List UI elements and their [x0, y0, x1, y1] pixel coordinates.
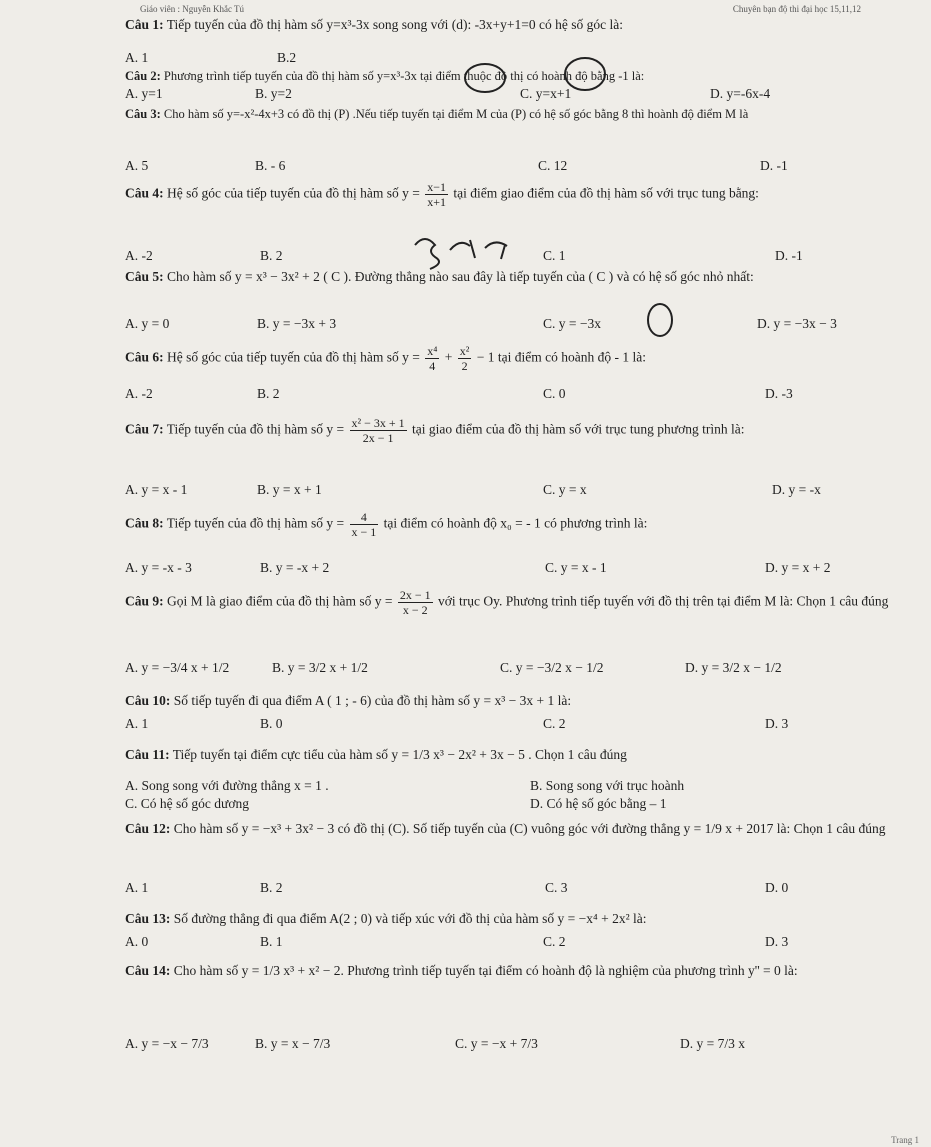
denominator: x − 1 [351, 525, 377, 539]
denominator: x+1 [427, 195, 446, 209]
scribble-mark [415, 239, 507, 269]
option-c: C. y = −x + 7/3 [455, 1036, 538, 1051]
circle-mark [565, 58, 605, 90]
option-d: D. 3 [765, 934, 789, 949]
option-c: C. y = −3x [543, 316, 601, 331]
option-a: A. 1 [125, 716, 149, 731]
question-text: Số đường thẳng đi qua điểm A(2 ; 0) và tiếp xúc với đồ thị của hàm số y = −x⁴ + 2x² là: [173, 911, 647, 926]
question-text: Tiếp tuyến tại điểm cực tiểu của hàm số y = 1/3 x³ − 2x² + 3x − 5 . Chọn 1 câu đúng [172, 747, 627, 762]
option-a: A. 5 [125, 158, 149, 173]
option-d: D. y = −3x − 3 [757, 316, 837, 331]
option-b: B. 1 [260, 934, 283, 949]
option-a: A. y = −x − 7/3 [125, 1036, 209, 1051]
question-text-before: Gọi M là giao điểm của đồ thị hàm số y = [167, 593, 393, 609]
option-b: B. Song song với trục hoành [530, 778, 685, 793]
option-b: B. y = 3/2 x + 1/2 [272, 660, 368, 675]
numerator: x² − 3x + 1 [351, 416, 405, 430]
option-a: A. y = x - 1 [125, 482, 188, 497]
numerator: x² [459, 344, 470, 358]
question-number: Câu 2: [125, 69, 161, 83]
option-a: A. y = 0 [125, 316, 170, 331]
option-b: B. y = -x + 2 [260, 560, 330, 575]
question-text: Số tiếp tuyến đi qua điểm A ( 1 ; - 6) của đồ thị hàm số y = x³ − 3x + 1 là: [173, 693, 572, 708]
option-a: A. y=1 [125, 86, 163, 101]
option-a: A. -2 [125, 248, 153, 263]
question-text-before: Hệ số góc của tiếp tuyến của đồ thị hàm số y = [167, 349, 420, 365]
option-c: C. 0 [543, 386, 566, 401]
option-a: A. y = -x - 3 [125, 560, 192, 575]
question-text-after: tại điểm có hoành độ x₀ = - 1 có phương trình là: [383, 515, 648, 531]
question-number: Câu 5: [125, 269, 164, 284]
topic-header: Chuyên bạn độ thi đại học 15,11,12 [732, 4, 861, 14]
question-number: Câu 14: [125, 963, 171, 978]
option-b: B. y = −3x + 3 [257, 316, 337, 331]
option-d: D. y = 3/2 x − 1/2 [685, 660, 782, 675]
question-number: Câu 13: [125, 911, 171, 926]
option-b: B. 2 [260, 880, 283, 895]
denominator: 2x − 1 [362, 431, 394, 445]
denominator: 2 [461, 359, 468, 373]
option-c: C. 3 [545, 880, 568, 895]
option-d: D. y=-6x-4 [710, 86, 771, 101]
question-text: Cho hàm số y=-x²-4x+3 có đồ thị (P) .Nếu tiếp tuyến tại điểm M của (P) có hệ số góc bằng 8 thì hoành độ điểm M là [163, 107, 749, 121]
question-number: Câu 6: [125, 349, 164, 365]
plus-sign: + [444, 349, 453, 365]
question-text: Tiếp tuyến của đồ thị hàm số y=x³-3x song song với (d): -3x+y+1=0 có hệ số góc là: [166, 17, 623, 32]
denominator: x − 2 [402, 603, 428, 617]
question-text-before: Tiếp tuyến của đồ thị hàm số y = [166, 421, 345, 437]
question-number: Câu 4: [125, 185, 164, 201]
numerator: 2x − 1 [399, 588, 431, 602]
option-c: C. 2 [543, 716, 566, 731]
question-text-after: tại giao điểm của đồ thị hàm số với trục tung phương trình là: [412, 421, 745, 437]
option-a: A. 1 [125, 880, 149, 895]
option-b: B. 2 [257, 386, 280, 401]
option-a: A. -2 [125, 386, 153, 401]
option-a: A. 0 [125, 934, 149, 949]
option-d: D. -1 [775, 248, 803, 263]
option-d: D. -3 [765, 386, 793, 401]
question-number: Câu 7: [125, 421, 164, 437]
option-b: B. y = x + 1 [257, 482, 322, 497]
option-d: D. 3 [765, 716, 789, 731]
numerator: x⁴ [427, 344, 438, 358]
option-d: D. y = 7/3 x [680, 1036, 745, 1051]
option-b: B. - 6 [255, 158, 286, 173]
option-b: B.2 [277, 50, 297, 65]
option-d: D. -1 [760, 158, 788, 173]
option-a: A. Song song với đường thẳng x = 1 . [125, 778, 329, 793]
option-c: C. y = x - 1 [545, 560, 607, 575]
option-c: C. 1 [543, 248, 566, 263]
option-c: C. 2 [543, 934, 566, 949]
option-b: B. 0 [260, 716, 283, 731]
option-c: C. 12 [538, 158, 568, 173]
option-c: C. y = x [543, 482, 587, 497]
page-number: Trang 1 [891, 1135, 919, 1145]
question-text: Cho hàm số y = x³ − 3x² + 2 ( C ). Đường thẳng nào sau đây là tiếp tuyến của ( C ) và có hệ số góc nhỏ nhất: [167, 269, 754, 284]
circle-mark [465, 64, 505, 92]
question-text-after: − 1 tại điểm có hoành độ - 1 là: [476, 349, 646, 365]
option-c: C. y=x+1 [520, 86, 572, 101]
question-text-after: tại điểm giao điểm của đồ thị hàm số với trục tung bằng: [453, 185, 759, 201]
question-number: Câu 10: [125, 693, 171, 708]
teacher-name: Giáo viên : Nguyễn Khắc Tú [140, 4, 245, 14]
denominator: 4 [429, 359, 436, 373]
option-c: C. Có hệ số góc dương [125, 796, 249, 811]
option-d: D. y = -x [772, 482, 821, 497]
option-d: D. y = x + 2 [765, 560, 831, 575]
question-text: Cho hàm số y = −x³ + 3x² − 3 có đồ thị (C). Số tiếp tuyến của (C) vuông góc với đường thẳng y = 1/9 x + 2017 là: Chọn 1 câu đúng [173, 821, 886, 836]
option-a: A. 1 [125, 50, 149, 65]
option-b: B. y=2 [255, 86, 292, 101]
question-number: Câu 12: [125, 821, 171, 836]
option-b: B. y = x − 7/3 [255, 1036, 331, 1051]
question-text: Phương trình tiếp tuyến của đồ thị hàm số y=x³-3x tại điểm thuộc đồ thị có hoành độ bằng -1 là: [163, 69, 645, 83]
question-number: Câu 1: [125, 17, 164, 32]
question-number: Câu 11: [125, 747, 170, 762]
option-b: B. 2 [260, 248, 283, 263]
question-text-before: Hệ số góc của tiếp tuyến của đồ thị hàm số y = [167, 185, 420, 201]
option-a: A. y = −3/4 x + 1/2 [125, 660, 230, 675]
numerator: x−1 [427, 180, 446, 194]
question-text-after: với trục Oy. Phương trình tiếp tuyến với đồ thị trên tại điểm M là: Chọn 1 câu đúng [438, 593, 889, 609]
question-number: Câu 8: [125, 515, 164, 531]
question-text: Cho hàm số y = 1/3 x³ + x² − 2. Phương trình tiếp tuyến tại điểm có hoành độ là nghiệm của phương trình y'' = 0 là: [173, 963, 798, 978]
question-number: Câu 3: [125, 107, 161, 121]
question-number: Câu 9: [125, 593, 164, 609]
question-text-before: Tiếp tuyến của đồ thị hàm số y = [166, 515, 345, 531]
option-c: C. y = −3/2 x − 1/2 [500, 660, 604, 675]
circle-mark [648, 304, 672, 336]
option-d: D. 0 [765, 880, 789, 895]
option-d: D. Có hệ số góc bằng – 1 [530, 796, 667, 811]
numerator: 4 [350, 510, 379, 525]
